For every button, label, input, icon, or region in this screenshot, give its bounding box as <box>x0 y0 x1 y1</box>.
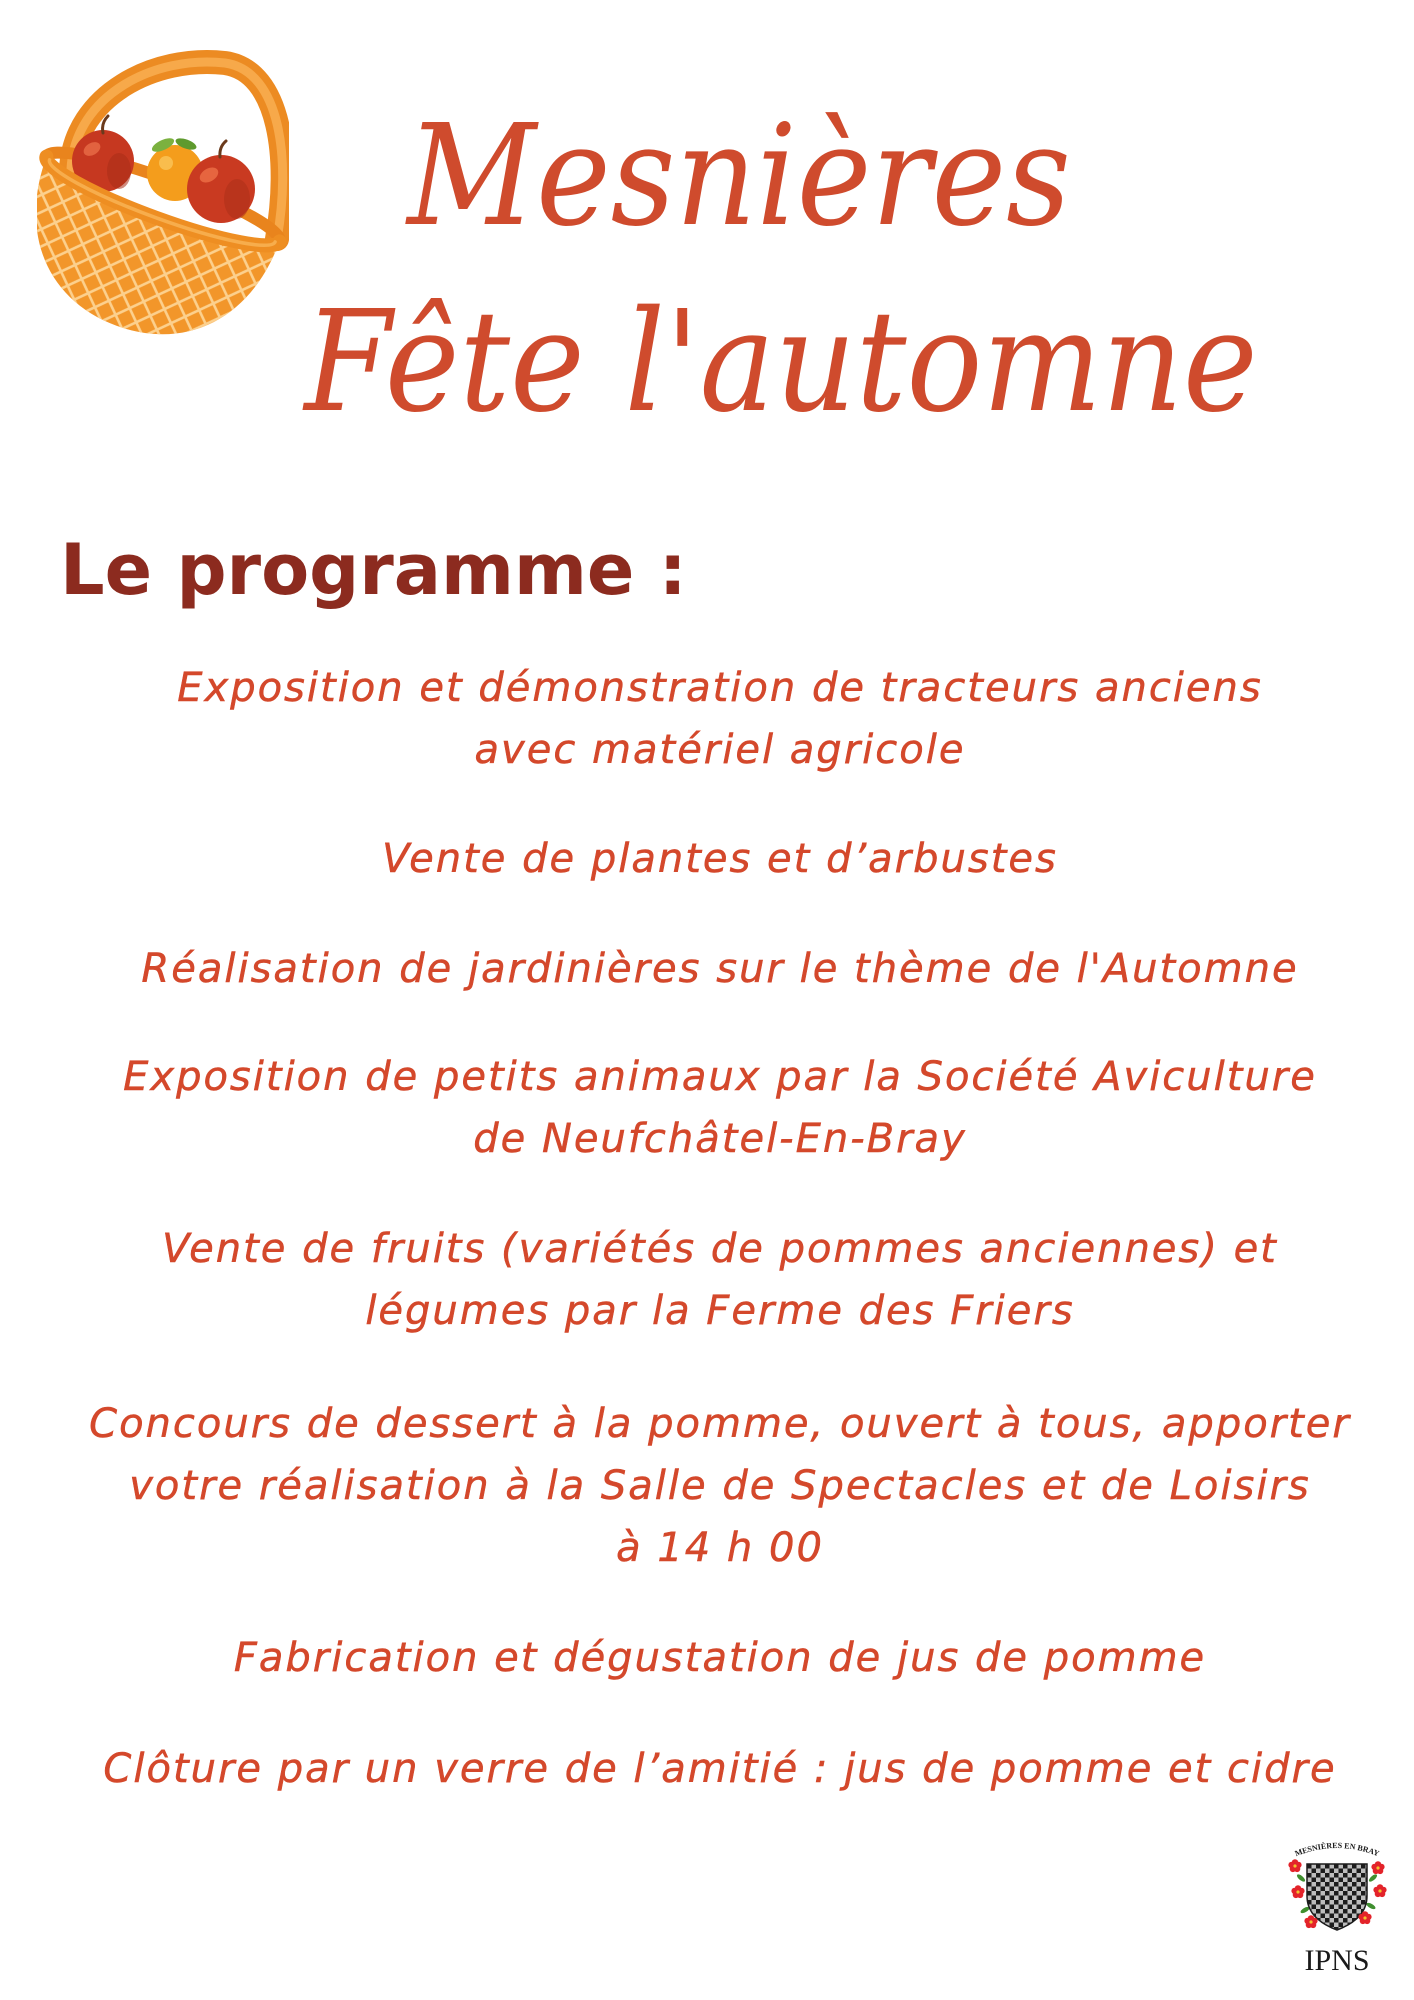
program-item-line: à 14 h 00 <box>616 1525 824 1571</box>
program-item <box>26 828 1414 890</box>
program-item-line: Concours de dessert à la pomme, ouvert à tous, apporter <box>89 1401 1351 1447</box>
program-heading: Le programme : <box>60 529 687 611</box>
program-item <box>26 1046 1414 1170</box>
program-item-line: votre réalisation à la Salle de Spectacles et de Loisirs <box>129 1463 1311 1509</box>
ipns-label: IPNS <box>1304 1944 1370 1977</box>
logo-arc-textpath: MESNIÈRES EN BRAY <box>1293 1840 1381 1859</box>
flower-icon <box>1371 1861 1384 1874</box>
program-item-line: Vente de fruits (variétés de pommes anciennes) et <box>162 1226 1278 1272</box>
title-line-1: Mesnières <box>407 95 1071 258</box>
flower-icon <box>1373 1884 1386 1897</box>
program-item <box>26 1738 1414 1800</box>
program-item <box>26 657 1414 781</box>
coat-of-arms-icon <box>1285 1834 1389 1944</box>
program-item-line: Fabrication et dégustation de jus de pomme <box>233 1635 1207 1681</box>
program-item-line: Clôture par un verre de l’amitié : jus de pomme et cidre <box>103 1746 1337 1792</box>
program-item-line: Exposition de petits animaux par la Société Aviculture <box>123 1054 1317 1100</box>
program-item <box>26 938 1414 1000</box>
logo-arc-text <box>1294 1841 1381 1859</box>
title-line-2: Fête l'automne <box>304 281 1258 444</box>
program-item-line: Exposition et démonstration de tracteurs anciens <box>177 665 1263 711</box>
program-item <box>26 1627 1414 1689</box>
program-item-line: Vente de plantes et d’arbustes <box>382 836 1058 882</box>
program-item-line: de Neufchâtel-En-Bray <box>473 1116 967 1162</box>
flower-icon <box>1291 1885 1304 1898</box>
program-item <box>26 1393 1414 1579</box>
program-item-line: légumes par la Ferme des Friers <box>365 1288 1075 1334</box>
program-item-line: avec matériel agricole <box>474 727 966 773</box>
program-item <box>26 1218 1414 1342</box>
program-item-line: Réalisation de jardinières sur le thème de l'Automne <box>141 946 1299 992</box>
flower-icon <box>1288 1859 1301 1872</box>
